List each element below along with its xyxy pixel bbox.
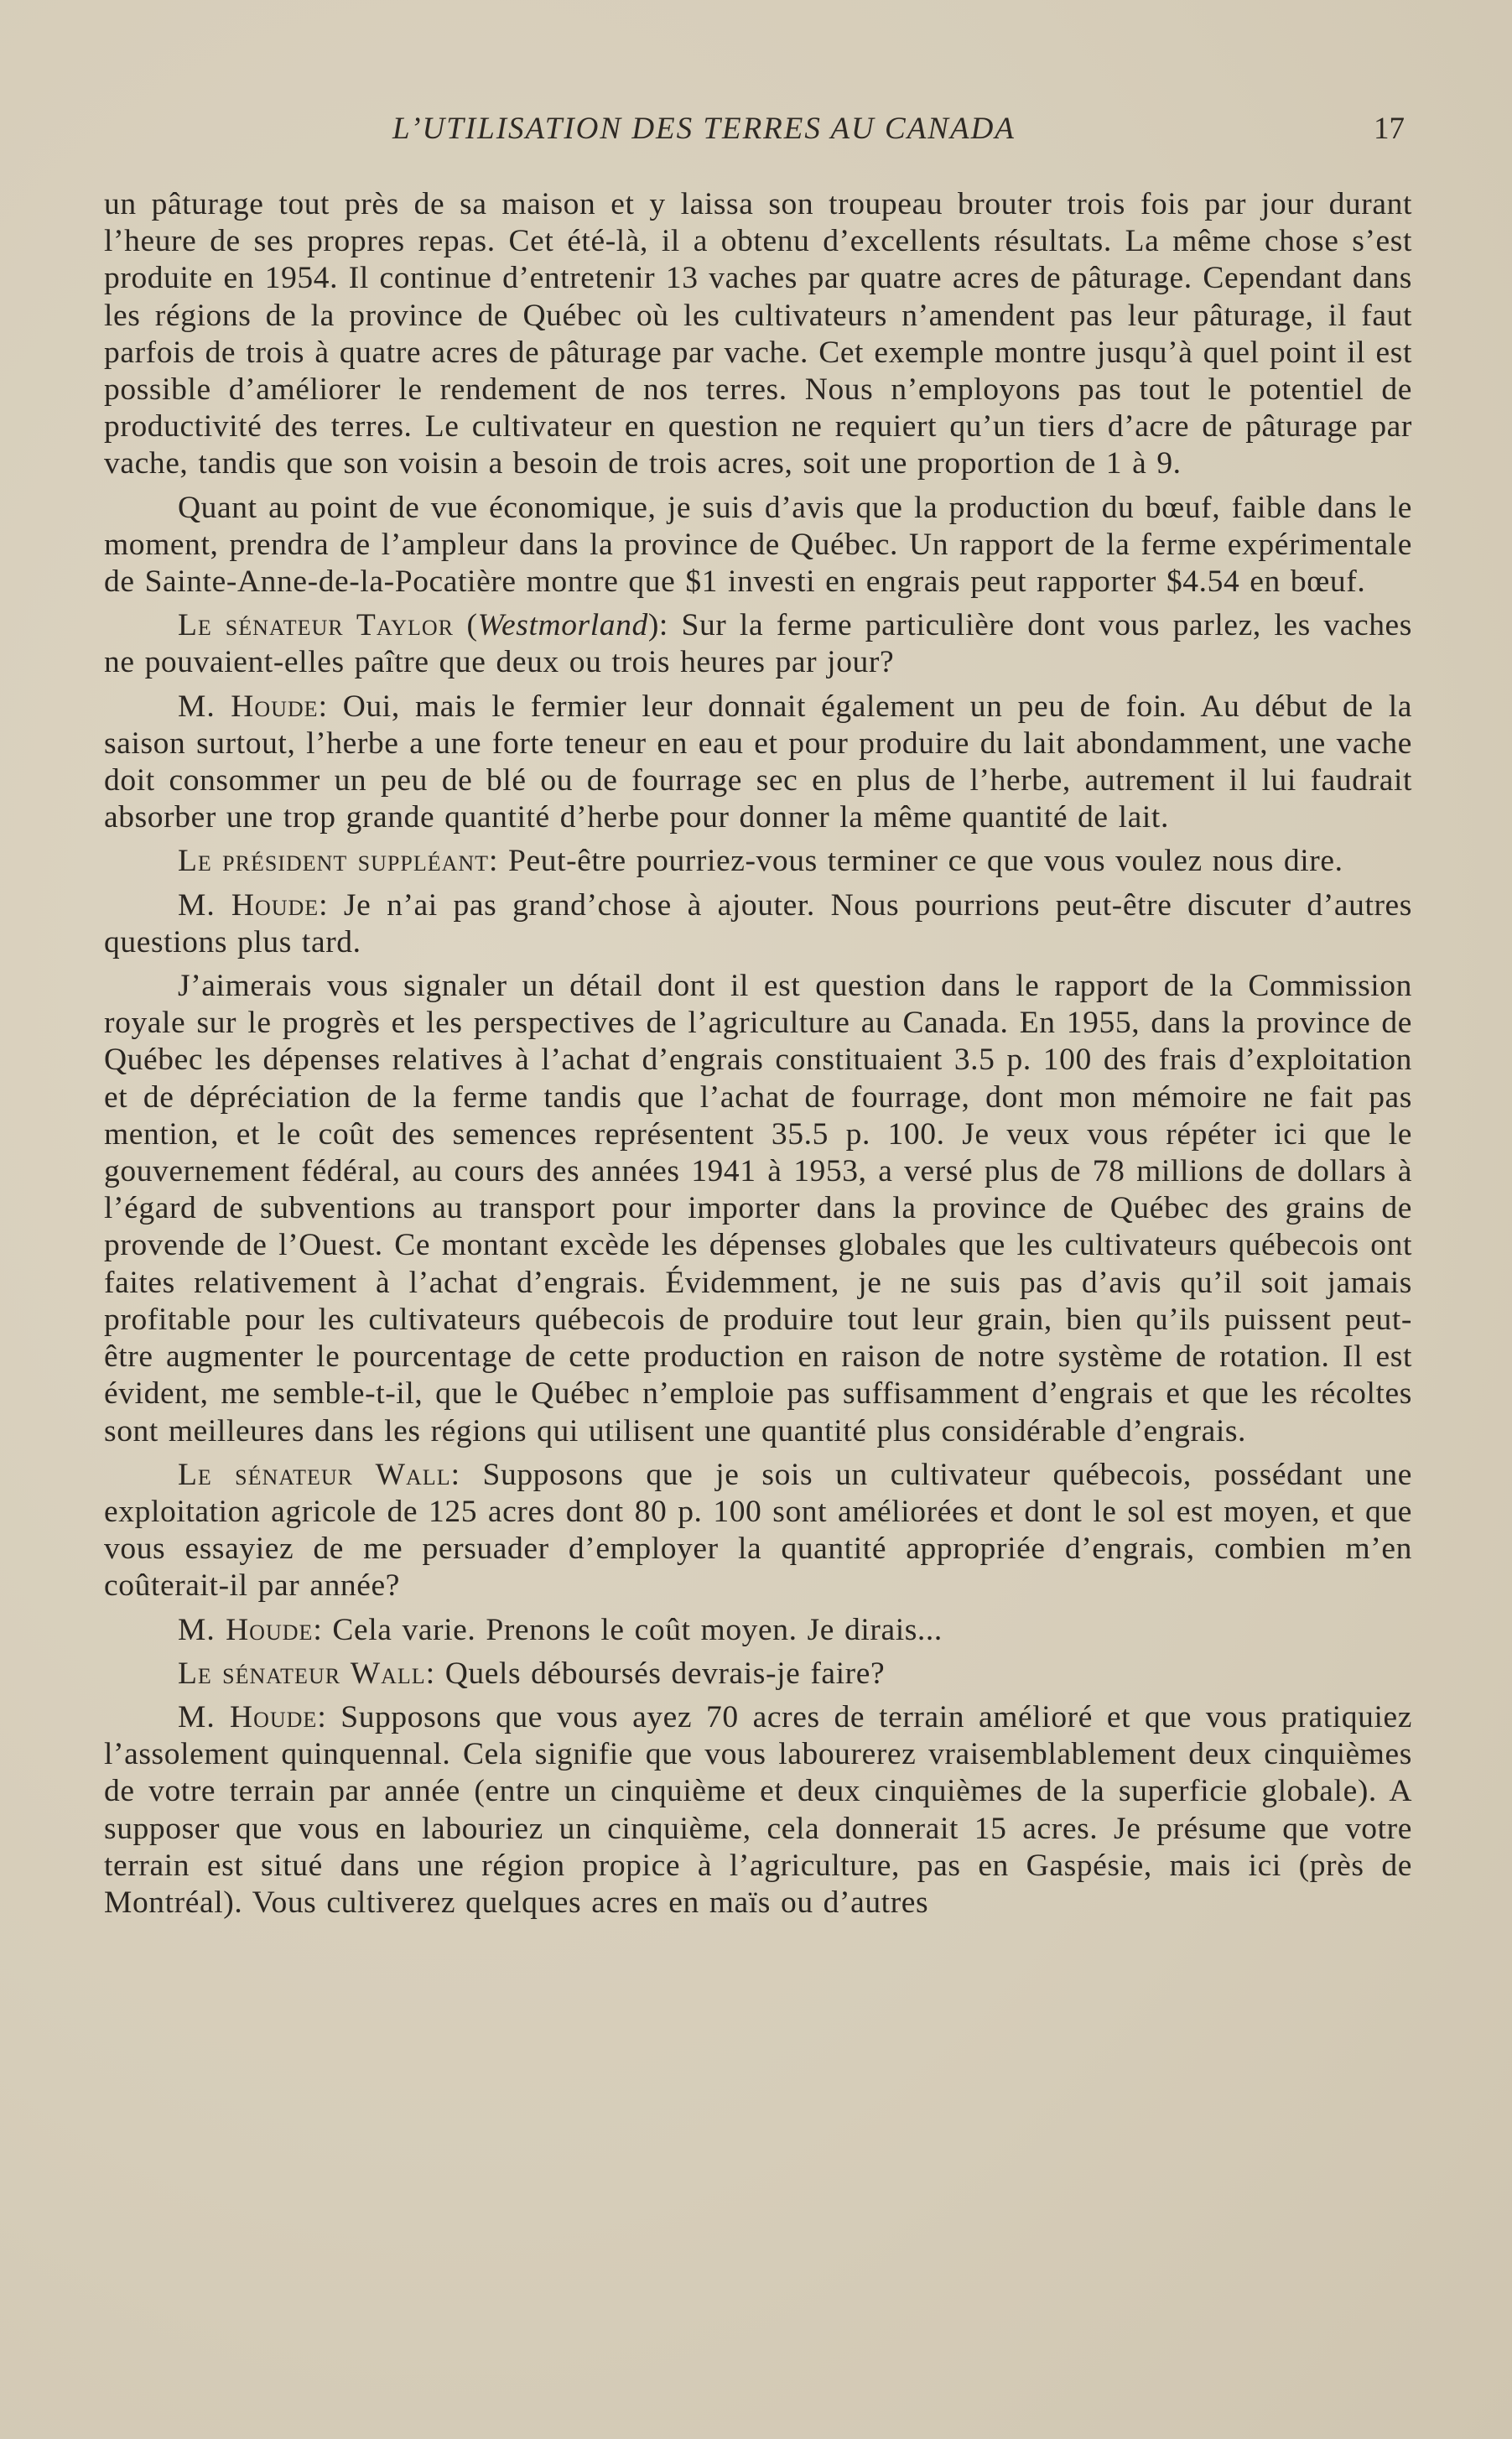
speaker-name: Le sénateur Wall xyxy=(178,1457,451,1492)
paragraph xyxy=(104,186,1412,483)
dialogue-paragraph: M. Houde: Oui, mais le fermier leur donnait également un peu de foin. Au début de la saison surtout, l’herbe a une forte teneur en eau et pour produire du lait abondamment, une vache doit consommer un peu de blé ou de fourrage sec en plus de l’herbe, autrement il lui faudrait absorber une trop grande quantité d’herbe pour donner la même quantité de lait. xyxy=(104,689,1413,835)
speaker-name: Le sénateur Wall xyxy=(178,1656,426,1691)
dialogue-paragraph: Le sénateur Wall: Quels déboursés devrais-je faire? xyxy=(178,1656,886,1691)
paragraph xyxy=(104,968,1412,1450)
paragraph xyxy=(104,490,1412,601)
speaker-riding: Westmorland xyxy=(477,608,648,643)
paragraph-text: Quels déboursés devrais-je faire? xyxy=(444,1656,886,1691)
paragraph-text: Supposons que vous ayez 70 acres de terrain amélioré et que vous pratiquiez l’assolement quinquennal. Cela signifie que vous labourerez vraisemblablement deux cinquièmes de votre terrain par année (entre un cinquième et deux cinquièmes de la superficie globale). A supposer que vous en labouriez un cinquième, cela donnerait 15 acres. Je présume que votre terrain est situé dans une région propice à l’agriculture, pas en Gaspésie, mais ici (près de Montréal). Vous cultiverez quelques acres en maïs ou d’autres xyxy=(104,1699,1412,1920)
running-title: L’UTILISATION DES TERRES AU CANADA xyxy=(392,112,1016,146)
paragraph-text: Cela varie. Prenons le coût moyen. Je dirais... xyxy=(332,1612,943,1647)
paragraph-text: un pâturage tout près de sa maison et y laissa son troupeau brouter trois fois par jour durant l’heure de ses propres repas. Cet été-là, il a obtenu d’excellents résultats. La même chose s’est produite en 1954. Il continue d’entretenir 13 vaches par quatre acres de pâturage. Cependant dans les régions de la province de Québec où les cultivateurs n’amendent pas leur pâturage, il faut parfois de trois à quatre acres de pâturage par vache. Cet exemple montre jusqu’à quel point il est possible d’améliorer le rendement de nos terres. Nous n’employons pas tout le potentiel de productivité des terres. Le cultivateur en question ne requiert qu’un tiers d’acre de pâturage par vache, tandis que son voisin a besoin de trois acres, soit une proportion de 1 à 9. xyxy=(104,187,1412,481)
paragraph-text: Je n’ai pas grand’chose à ajouter. Nous pourrions peut-être discuter d’autres questions plus tard. xyxy=(104,887,1412,959)
speaker-name: Le président suppléant xyxy=(178,844,490,879)
paragraph-text: Peut-être pourriez-vous terminer ce que vous voulez nous dire. xyxy=(508,844,1343,879)
paragraph-text: Supposons que je sois un cultivateur québecois, possédant une exploitation agricole de 125 acres dont 80 p. 100 sont améliorées et dont le sol est moyen, et que vous essayiez de me persuader d’employer la quantité appropriée d’engrais, combien m’en coûterait-il par année? xyxy=(104,1457,1412,1604)
dialogue-paragraph: Le sénateur Wall: Supposons que je sois un cultivateur québecois, possédant une exploitation agricole de 125 acres dont 80 p. 100 sont améliorées et dont le sol est moyen, et que vous essayiez de me persuader d’employer la quantité appropriée d’engrais, combien m’en coûterait-il par année? xyxy=(104,1457,1412,1604)
speaker-name: M. Houde xyxy=(178,1612,314,1647)
body-text xyxy=(104,186,1412,1928)
paragraph-text: Oui, mais le fermier leur donnait également un peu de foin. Au début de la saison surtout, l’herbe a une forte teneur en eau et pour produire du lait abondamment, une vache doit consommer un peu de blé ou de fourrage sec en plus de l’herbe, autrement il lui faudrait absorber une trop grande quantité d’herbe pour donner la même quantité de lait. xyxy=(104,689,1413,835)
speaker-name: M. Houde xyxy=(178,1699,318,1734)
paragraph-text: J’aimerais vous signaler un détail dont il est question dans le rapport de la Commission royale sur le progrès et les perspectives de l’agriculture au Canada. En 1955, dans la province de Québec les dépenses relatives à l’achat d’engrais constituaient 3.5 p. 100 des frais d’exploitation et de dépréciation de la ferme tandis que l’achat de fourrage, dont mon mémoire ne fait pas mention, et le coût des semences représentent 35.5 p. 100. Je veux vous répéter ici que le gouvernement fédéral, au cours des années 1941 à 1953, a versé plus de 78 millions de dollars à l’égard de subventions au transport pour importer dans la province de Québec des grains de provende de l’Ouest. Ce montant excède les dépenses globales que les cultivateurs québecois ont faites relativement à l’achat d’engrais. Évidemment, je ne suis pas d’avis qu’il soit jamais profitable pour les cultivateurs québecois de produire tout leur grain, bien qu’ils puissent peut-être augmenter le pourcentage de cette production en raison de notre système de rotation. Il est évident, me semble-t-il, que le Québec n’emploie pas suffisamment d’engrais et que les récoltes sont meilleures dans les régions qui utilisent une quantité plus considérable d’engrais. xyxy=(104,969,1412,1448)
speaker-name: M. Houde xyxy=(178,689,319,724)
dialogue-paragraph: Le sénateur Taylor (Westmorland): Sur la ferme particulière dont vous parlez, les vaches ne pouvaient-elles paître que deux ou trois heures par jour? xyxy=(104,608,1412,680)
running-header xyxy=(0,111,1512,153)
speaker-name: Le sénateur Taylor xyxy=(178,608,454,643)
paragraph-text: Sur la ferme particulière dont vous parlez, les vaches ne pouvaient-elles paître que deux ou trois heures par jour? xyxy=(104,608,1412,680)
page-number: 17 xyxy=(1374,112,1405,146)
dialogue-paragraph: Le président suppléant: Peut-être pourriez-vous terminer ce que vous voulez nous dire. xyxy=(178,844,1343,879)
dialogue-paragraph: M. Houde: Supposons que vous ayez 70 acres de terrain amélioré et que vous pratiquiez l’assolement quinquennal. Cela signifie que vous labourerez vraisemblablement deux cinquièmes de votre terrain par année (entre un cinquième et deux cinquièmes de la superficie globale). A supposer que vous en labouriez un cinquième, cela donnerait 15 acres. Je présume que votre terrain est situé dans une région propice à l’agriculture, pas en Gaspésie, mais ici (près de Montréal). Vous cultiverez quelques acres en maïs ou d’autres xyxy=(104,1699,1412,1920)
dialogue-paragraph: M. Houde: Je n’ai pas grand’chose à ajouter. Nous pourrions peut-être discuter d’autres questions plus tard. xyxy=(104,887,1412,959)
speaker-name: M. Houde xyxy=(178,887,320,923)
dialogue-paragraph: M. Houde: Cela varie. Prenons le coût moyen. Je dirais... xyxy=(178,1612,943,1647)
paragraph-text: Quant au point de vue économique, je suis d’avis que la production du bœuf, faible dans le moment, prendra de l’ampleur dans la province de Québec. Un rapport de la ferme expérimentale de Sainte-Anne-de-la-Pocatière montre que $1 investi en engrais peut rapporter $4.54 en bœuf. xyxy=(104,490,1412,600)
